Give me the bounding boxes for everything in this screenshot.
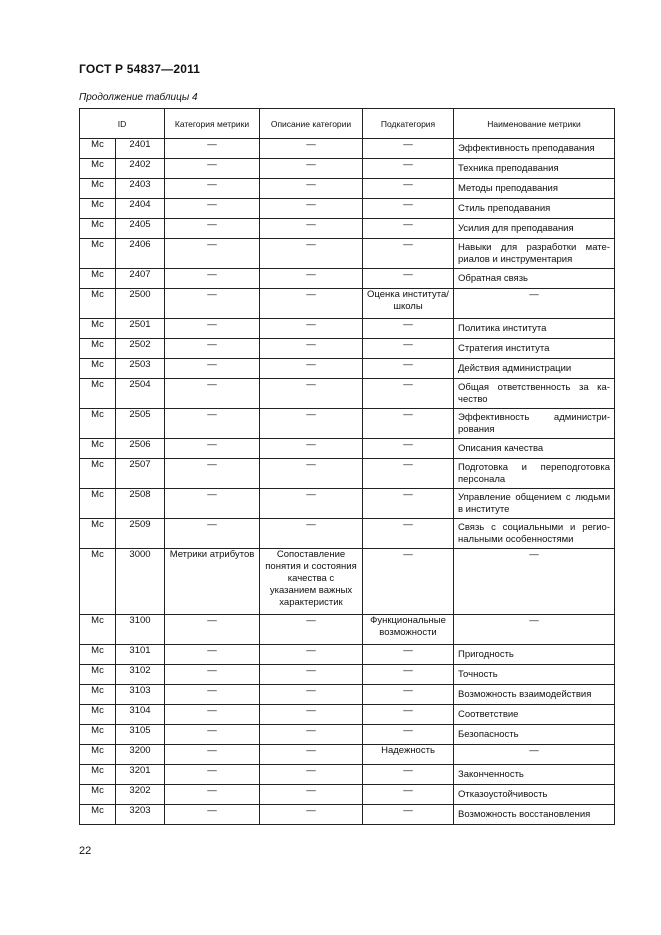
- subcategory-cell: —: [363, 219, 454, 239]
- metric-name-cell: Возможность восстановления: [454, 805, 615, 825]
- category-cell: —: [165, 319, 260, 339]
- id-cell: 2502: [116, 339, 165, 359]
- category-cell: —: [165, 289, 260, 319]
- subcategory-cell: —: [363, 339, 454, 359]
- description-cell: —: [260, 519, 363, 549]
- subcategory-cell: —: [363, 685, 454, 705]
- category-cell: —: [165, 439, 260, 459]
- description-cell: —: [260, 745, 363, 765]
- prefix-cell: Мс: [80, 459, 116, 489]
- table-row: [80, 765, 615, 785]
- metric-name-cell: Связь с социальными и региональными особенностями: [454, 519, 615, 549]
- table-row: [80, 269, 615, 289]
- id-cell: 3200: [116, 745, 165, 765]
- category-cell: —: [165, 459, 260, 489]
- subcategory-cell: —: [363, 159, 454, 179]
- column-header-category: Категория метрики: [165, 109, 260, 139]
- id-cell: 3101: [116, 645, 165, 665]
- subcategory-cell: —: [363, 379, 454, 409]
- table-row: [80, 645, 615, 665]
- metric-name-cell: Подготовка и переподготовка персонала: [454, 459, 615, 489]
- id-cell: 2402: [116, 159, 165, 179]
- metric-name-cell: Обратная связь: [454, 269, 615, 289]
- category-cell: —: [165, 139, 260, 159]
- table-row: [80, 139, 615, 159]
- table-row: [80, 379, 615, 409]
- prefix-cell: Мс: [80, 519, 116, 549]
- id-cell: 2505: [116, 409, 165, 439]
- category-cell: —: [165, 705, 260, 725]
- description-cell: —: [260, 645, 363, 665]
- description-cell: —: [260, 379, 363, 409]
- id-cell: 3104: [116, 705, 165, 725]
- description-cell: —: [260, 805, 363, 825]
- table-row: [80, 159, 615, 179]
- id-cell: 3100: [116, 615, 165, 645]
- description-cell: Сопоставление понятия и состояния качества с указанием важных характеристик: [260, 549, 363, 615]
- metric-name-cell: Общая ответственность за качество: [454, 379, 615, 409]
- subcategory-cell: —: [363, 765, 454, 785]
- table-row: [80, 665, 615, 685]
- table-header: [80, 109, 615, 139]
- id-cell: 3202: [116, 785, 165, 805]
- category-cell: —: [165, 489, 260, 519]
- table-row: [80, 199, 615, 219]
- id-cell: 3103: [116, 685, 165, 705]
- metric-name-cell: —: [454, 615, 615, 645]
- prefix-cell: Мс: [80, 685, 116, 705]
- description-cell: —: [260, 439, 363, 459]
- subcategory-cell: —: [363, 359, 454, 379]
- description-cell: —: [260, 269, 363, 289]
- table-row: [80, 319, 615, 339]
- metric-name-cell: Отказоустойчивость: [454, 785, 615, 805]
- description-cell: —: [260, 239, 363, 269]
- metric-name-cell: Законченность: [454, 765, 615, 785]
- category-cell: —: [165, 159, 260, 179]
- description-cell: —: [260, 139, 363, 159]
- description-cell: —: [260, 359, 363, 379]
- page-number: 22: [79, 845, 92, 857]
- metric-name-cell: Пригодность: [454, 645, 615, 665]
- document-header: ГОСТ Р 54837—2011: [79, 62, 201, 76]
- metric-name-cell: Политика института: [454, 319, 615, 339]
- category-cell: —: [165, 219, 260, 239]
- prefix-cell: Мс: [80, 745, 116, 765]
- metric-name-cell: Безопасность: [454, 725, 615, 745]
- table-row: [80, 615, 615, 645]
- id-cell: 2507: [116, 459, 165, 489]
- prefix-cell: Мс: [80, 339, 116, 359]
- prefix-cell: Мс: [80, 199, 116, 219]
- column-header-id: ID: [80, 109, 165, 139]
- prefix-cell: Мс: [80, 549, 116, 615]
- metric-name-cell: —: [454, 289, 615, 319]
- subcategory-cell: —: [363, 665, 454, 685]
- description-cell: —: [260, 319, 363, 339]
- id-cell: 2406: [116, 239, 165, 269]
- subcategory-cell: —: [363, 439, 454, 459]
- prefix-cell: Мс: [80, 239, 116, 269]
- id-cell: 3105: [116, 725, 165, 745]
- metric-name-cell: Усилия для преподавания: [454, 219, 615, 239]
- subcategory-cell: —: [363, 725, 454, 745]
- prefix-cell: Мс: [80, 359, 116, 379]
- category-cell: —: [165, 745, 260, 765]
- subcategory-cell: —: [363, 785, 454, 805]
- prefix-cell: Мс: [80, 805, 116, 825]
- prefix-cell: Мс: [80, 179, 116, 199]
- category-cell: —: [165, 615, 260, 645]
- category-cell: —: [165, 805, 260, 825]
- description-cell: —: [260, 199, 363, 219]
- id-cell: 2504: [116, 379, 165, 409]
- metric-name-cell: Возможность взаимодействия: [454, 685, 615, 705]
- description-cell: —: [260, 179, 363, 199]
- subcategory-cell: —: [363, 139, 454, 159]
- category-cell: —: [165, 765, 260, 785]
- subcategory-cell: —: [363, 269, 454, 289]
- subcategory-cell: —: [363, 519, 454, 549]
- column-header-description: Описание категории: [260, 109, 363, 139]
- metric-name-cell: Описания качества: [454, 439, 615, 459]
- prefix-cell: Мс: [80, 439, 116, 459]
- table-row: [80, 179, 615, 199]
- category-cell: Метрики атрибутов: [165, 549, 260, 615]
- subcategory-cell: —: [363, 239, 454, 269]
- column-header-subcategory: Подкатегория: [363, 109, 454, 139]
- prefix-cell: Мс: [80, 219, 116, 239]
- description-cell: —: [260, 489, 363, 519]
- metrics-table: [79, 108, 615, 825]
- category-cell: —: [165, 379, 260, 409]
- id-cell: 2405: [116, 219, 165, 239]
- column-header-metric-name: Наименование метрики: [454, 109, 615, 139]
- table-row: [80, 725, 615, 745]
- prefix-cell: Мс: [80, 765, 116, 785]
- prefix-cell: Мс: [80, 409, 116, 439]
- subcategory-cell: —: [363, 549, 454, 615]
- subcategory-cell: Оценка института/школы: [363, 289, 454, 319]
- table-row: [80, 439, 615, 459]
- prefix-cell: Мс: [80, 645, 116, 665]
- metric-name-cell: Эффективность администрирования: [454, 409, 615, 439]
- category-cell: —: [165, 409, 260, 439]
- prefix-cell: Мс: [80, 785, 116, 805]
- metric-name-cell: Эффективность преподавания: [454, 139, 615, 159]
- subcategory-cell: —: [363, 319, 454, 339]
- description-cell: —: [260, 685, 363, 705]
- table-row: [80, 489, 615, 519]
- subcategory-cell: Функциональные возможности: [363, 615, 454, 645]
- subcategory-cell: —: [363, 179, 454, 199]
- category-cell: —: [165, 519, 260, 549]
- metric-name-cell: Действия администрации: [454, 359, 615, 379]
- description-cell: —: [260, 339, 363, 359]
- table-row: [80, 219, 615, 239]
- prefix-cell: Мс: [80, 665, 116, 685]
- subcategory-cell: —: [363, 409, 454, 439]
- id-cell: 2509: [116, 519, 165, 549]
- header-row: [80, 109, 615, 139]
- id-cell: 2404: [116, 199, 165, 219]
- metric-name-cell: Стиль преподавания: [454, 199, 615, 219]
- prefix-cell: Мс: [80, 725, 116, 745]
- category-cell: —: [165, 339, 260, 359]
- id-cell: 2503: [116, 359, 165, 379]
- description-cell: —: [260, 159, 363, 179]
- category-cell: —: [165, 199, 260, 219]
- metric-name-cell: Техника преподавания: [454, 159, 615, 179]
- table-row: [80, 409, 615, 439]
- metric-name-cell: Стратегия института: [454, 339, 615, 359]
- description-cell: —: [260, 725, 363, 745]
- category-cell: —: [165, 359, 260, 379]
- category-cell: —: [165, 179, 260, 199]
- prefix-cell: Мс: [80, 139, 116, 159]
- subcategory-cell: —: [363, 489, 454, 519]
- subcategory-cell: —: [363, 705, 454, 725]
- table-row: [80, 705, 615, 725]
- metric-name-cell: Управление общением с людьми в институте: [454, 489, 615, 519]
- description-cell: —: [260, 785, 363, 805]
- table-row: [80, 239, 615, 269]
- id-cell: 3203: [116, 805, 165, 825]
- metric-name-cell: Навыки для разработки материалов и инструментария: [454, 239, 615, 269]
- description-cell: —: [260, 289, 363, 319]
- id-cell: 2506: [116, 439, 165, 459]
- description-cell: —: [260, 409, 363, 439]
- description-cell: —: [260, 705, 363, 725]
- prefix-cell: Мс: [80, 289, 116, 319]
- id-cell: 2403: [116, 179, 165, 199]
- category-cell: —: [165, 269, 260, 289]
- category-cell: —: [165, 645, 260, 665]
- metric-name-cell: —: [454, 745, 615, 765]
- subcategory-cell: —: [363, 459, 454, 489]
- table-row: [80, 685, 615, 705]
- prefix-cell: Мс: [80, 269, 116, 289]
- metric-name-cell: Методы преподавания: [454, 179, 615, 199]
- table-row: [80, 745, 615, 765]
- category-cell: —: [165, 785, 260, 805]
- table-row: [80, 459, 615, 489]
- table-row: [80, 519, 615, 549]
- id-cell: 3000: [116, 549, 165, 615]
- id-cell: 2407: [116, 269, 165, 289]
- id-cell: 2401: [116, 139, 165, 159]
- description-cell: —: [260, 219, 363, 239]
- category-cell: —: [165, 725, 260, 745]
- id-cell: 2501: [116, 319, 165, 339]
- description-cell: —: [260, 765, 363, 785]
- prefix-cell: Мс: [80, 615, 116, 645]
- prefix-cell: Мс: [80, 319, 116, 339]
- subcategory-cell: —: [363, 199, 454, 219]
- prefix-cell: Мс: [80, 489, 116, 519]
- table-row: [80, 289, 615, 319]
- subcategory-cell: —: [363, 645, 454, 665]
- subcategory-cell: —: [363, 805, 454, 825]
- id-cell: 2500: [116, 289, 165, 319]
- category-cell: —: [165, 685, 260, 705]
- metric-name-cell: —: [454, 549, 615, 615]
- table-row: [80, 785, 615, 805]
- table-row: [80, 339, 615, 359]
- table-caption: Продолжение таблицы 4: [79, 92, 198, 103]
- prefix-cell: Мс: [80, 379, 116, 409]
- subcategory-cell: Надежность: [363, 745, 454, 765]
- description-cell: —: [260, 615, 363, 645]
- id-cell: 3201: [116, 765, 165, 785]
- id-cell: 2508: [116, 489, 165, 519]
- category-cell: —: [165, 665, 260, 685]
- table-row: [80, 805, 615, 825]
- description-cell: —: [260, 665, 363, 685]
- table-body: [80, 139, 615, 825]
- table-row: [80, 549, 615, 615]
- metric-name-cell: Точность: [454, 665, 615, 685]
- metric-name-cell: Соответствие: [454, 705, 615, 725]
- description-cell: —: [260, 459, 363, 489]
- prefix-cell: Мс: [80, 705, 116, 725]
- prefix-cell: Мс: [80, 159, 116, 179]
- id-cell: 3102: [116, 665, 165, 685]
- table-row: [80, 359, 615, 379]
- category-cell: —: [165, 239, 260, 269]
